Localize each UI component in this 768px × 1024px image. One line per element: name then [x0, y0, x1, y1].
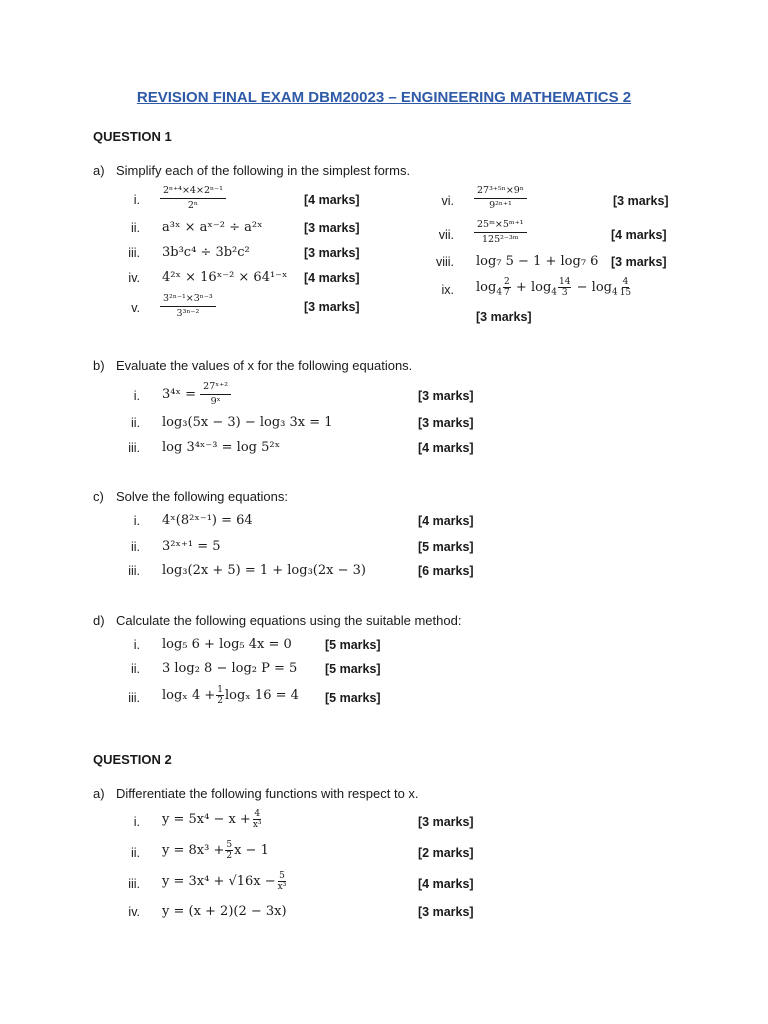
q1-d-ii-marks: [5 marks] — [325, 662, 381, 676]
q1-b-ii-number: ii. — [130, 416, 140, 430]
q1-d-ii-expression: 3 log₂ 8 − log₂ P = 5 — [162, 661, 298, 676]
q2-a-iii-expression — [162, 871, 288, 892]
q1-b-iii-expression: log 3⁴ˣ⁻³ = log 5²ˣ — [162, 440, 281, 455]
fraction-numerator: 14 — [559, 277, 571, 287]
q1-a-ii-number: ii. — [130, 221, 140, 235]
question-2-heading: QUESTION 2 — [93, 752, 172, 767]
q1-a-v-number: v. — [131, 301, 140, 315]
q1-a-iii-marks: [3 marks] — [304, 246, 360, 260]
expression-part: y = 3x⁴ + √16x − — [162, 874, 276, 889]
q1-b-i-marks: [3 marks] — [418, 389, 474, 403]
q2-a-label: a) — [93, 786, 105, 801]
q1-d-label: d) — [93, 613, 105, 628]
q1-d-i-marks: [5 marks] — [325, 638, 381, 652]
q1-c-label: c) — [93, 489, 104, 504]
operator: − — [576, 280, 588, 295]
q1-d-ii-number: ii. — [130, 662, 140, 676]
q1-b-instruction: Evaluate the values of x for the following equations. — [116, 358, 413, 373]
q2-a-i-number: i. — [133, 815, 140, 829]
fraction-denominator: x³ — [252, 820, 262, 830]
q1-a-iv-number: iv. — [128, 271, 140, 285]
q1-b-ii-expression: log₃(5x − 3) − log₃ 3x = 1 — [162, 415, 333, 430]
q1-a-i-expression — [160, 185, 226, 212]
q1-a-iv-marks: [4 marks] — [304, 271, 360, 285]
fraction-numerator: 4 — [254, 809, 261, 819]
q1-a-i-number: i. — [133, 193, 140, 207]
fraction-numerator: 2ⁿ⁺⁴×4×2ⁿ⁻¹ — [160, 185, 226, 199]
q2-a-ii-marks: [2 marks] — [418, 846, 474, 860]
q1-d-iii-number: iii. — [128, 691, 140, 705]
q1-c-ii-number: ii. — [130, 540, 140, 554]
equation-lhs: 3⁴ˣ = — [162, 387, 197, 402]
q1-a-vi-number: vi. — [441, 194, 454, 208]
q1-c-ii-marks: [5 marks] — [418, 540, 474, 554]
q1-a-vii-expression — [474, 219, 527, 246]
q1-a-viii-marks: [3 marks] — [611, 255, 667, 269]
q1-a-iv-expression: 4²ˣ × 16ˣ⁻² × 64¹⁻ˣ — [162, 270, 288, 285]
q1-c-iii-expression: log₃(2x + 5) = 1 + log₃(2x − 3) — [162, 563, 366, 578]
fraction-denominator: 3 — [561, 288, 568, 298]
q1-a-ix-marks: [3 marks] — [476, 310, 532, 324]
fraction-numerator: 3²ⁿ⁻¹×3ⁿ⁻³ — [160, 293, 216, 307]
expression-part: logₓ 4 + — [162, 688, 216, 703]
q2-a-iv-marks: [3 marks] — [418, 905, 474, 919]
fraction-numerator: 5 — [279, 871, 285, 881]
log-word: log — [476, 280, 497, 295]
q2-a-iv-number: iv. — [128, 905, 140, 919]
q2-a-iv-expression: y = (x + 2)(2 − 3x) — [162, 904, 287, 919]
expression-part: logₓ 16 = 4 — [224, 688, 299, 703]
q1-b-label: b) — [93, 358, 105, 373]
q1-a-viii-expression: log₇ 5 − 1 + log₇ 6 — [476, 254, 599, 269]
q1-b-iii-marks: [4 marks] — [418, 441, 474, 455]
q1-c-ii-expression: 3²ˣ⁺¹ = 5 — [162, 539, 221, 554]
q1-d-iii-marks: [5 marks] — [325, 691, 381, 705]
q1-c-iii-marks: [6 marks] — [418, 564, 474, 578]
log-base: 4 — [496, 287, 503, 298]
q1-a-ii-marks: [3 marks] — [304, 221, 360, 235]
q2-a-ii-expression — [162, 840, 269, 861]
q1-a-vi-expression — [474, 185, 527, 212]
expression-part: y = 8x³ + — [162, 843, 225, 858]
q1-a-viii-number: viii. — [435, 255, 454, 269]
q1-a-instruction: Simplify each of the following in the simplest forms. — [116, 163, 411, 178]
q1-c-i-expression: 4ˣ(8²ˣ⁻¹) = 64 — [162, 513, 253, 528]
log-base: 4 — [551, 287, 558, 298]
log-word: log — [530, 280, 552, 295]
q1-a-vi-marks: [3 marks] — [613, 194, 669, 208]
fraction-denominator: 2 — [226, 851, 233, 861]
fraction-numerator: 25ᵐ×5ᵐ⁺¹ — [474, 219, 527, 233]
fraction-numerator: 1 — [217, 685, 223, 695]
q1-a-label: a) — [93, 163, 105, 178]
fraction-numerator: 4 — [622, 277, 629, 287]
fraction-numerator: 27³⁺⁵ⁿ×9ⁿ — [474, 185, 527, 199]
q1-a-iii-expression: 3b³c⁴ ÷ 3b²c² — [162, 245, 250, 260]
q1-d-i-number: i. — [133, 638, 140, 652]
q1-b-i-number: i. — [133, 389, 140, 403]
q1-c-i-number: i. — [133, 514, 140, 528]
operator: + — [515, 280, 527, 295]
q1-c-i-marks: [4 marks] — [418, 514, 474, 528]
q2-a-ii-number: ii. — [130, 846, 140, 860]
fraction-numerator: 5 — [226, 840, 233, 850]
q1-d-instruction: Calculate the following equations using the suitable method: — [116, 613, 462, 628]
fraction-denominator: x³ — [277, 882, 287, 892]
q1-b-ii-marks: [3 marks] — [418, 416, 474, 430]
q1-b-iii-number: iii. — [128, 441, 140, 455]
q1-b-i-expression — [162, 381, 231, 408]
page-title: REVISION FINAL EXAM DBM20023 – ENGINEERING MATHEMATICS 2 — [136, 89, 632, 106]
fraction-denominator: 2 — [217, 696, 223, 706]
q1-c-iii-number: iii. — [128, 564, 140, 578]
q1-d-iii-expression — [162, 685, 299, 706]
fraction-denominator: 15 — [619, 288, 632, 298]
q1-a-v-marks: [3 marks] — [304, 300, 360, 314]
q1-a-iii-number: iii. — [128, 246, 140, 260]
q1-a-i-marks: [4 marks] — [304, 193, 360, 207]
expression-part: y = 5x⁴ − x + — [162, 812, 251, 827]
log-base: 4 — [611, 287, 618, 298]
fraction-numerator: 2 — [504, 277, 510, 287]
q2-a-iii-number: iii. — [128, 877, 140, 891]
fraction-denominator: 3³ⁿ⁻² — [176, 308, 200, 319]
q1-a-ix-expression — [476, 277, 633, 298]
q1-a-ix-number: ix. — [441, 283, 454, 297]
fraction-denominator: 2ⁿ — [187, 200, 199, 211]
fraction-denominator: 7 — [504, 288, 510, 298]
fraction-denominator: 125²⁻³ᵐ — [481, 234, 519, 245]
q1-d-i-expression: log₅ 6 + log₅ 4x = 0 — [162, 637, 292, 652]
q1-a-vii-number: vii. — [438, 228, 454, 242]
q2-a-iii-marks: [4 marks] — [418, 877, 474, 891]
q1-a-v-expression — [160, 293, 216, 320]
fraction-numerator: 27ˣ⁺² — [200, 381, 231, 395]
fraction-denominator: 9²ⁿ⁺¹ — [489, 200, 512, 211]
q2-a-i-expression — [162, 809, 264, 830]
q1-a-ii-expression: a³ˣ × aˣ⁻² ÷ a²ˣ — [162, 220, 263, 235]
q1-c-instruction: Solve the following equations: — [116, 489, 289, 504]
q1-a-vii-marks: [4 marks] — [611, 228, 667, 242]
fraction-denominator: 9ˣ — [210, 396, 221, 407]
q2-a-i-marks: [3 marks] — [418, 815, 474, 829]
expression-part: x − 1 — [234, 843, 269, 858]
log-word: log — [591, 280, 612, 295]
q2-a-instruction: Differentiate the following functions with respect to x. — [116, 786, 419, 801]
question-1-heading: QUESTION 1 — [93, 129, 172, 144]
